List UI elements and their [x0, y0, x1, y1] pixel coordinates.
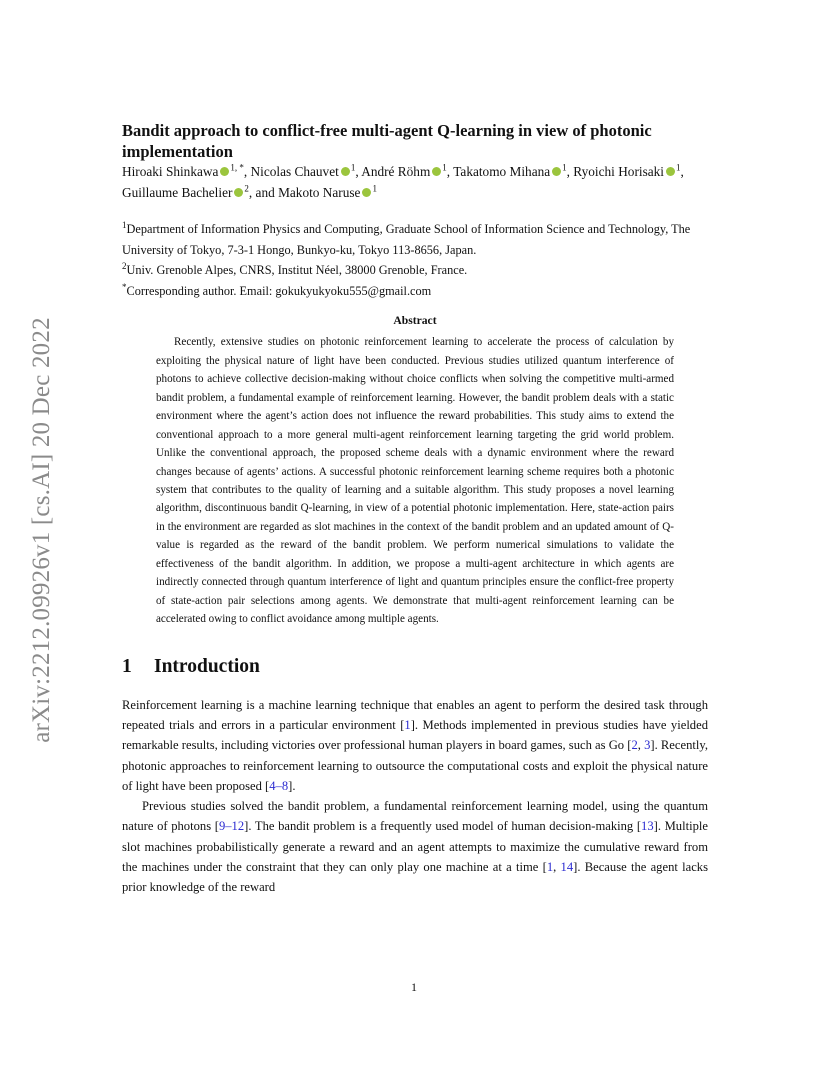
paragraph-text: ]. Methods implemented in previous studies have yielded remarkable results, including victories over professional human players in board games, such as Go [ [122, 717, 708, 753]
citation-link[interactable]: 4–8 [269, 778, 289, 793]
author-affiliation-mark: 2 [244, 183, 249, 194]
orcid-icon[interactable] [234, 188, 243, 197]
author-name: Nicolas Chauvet [250, 164, 339, 179]
orcid-icon[interactable] [552, 167, 561, 176]
orcid-icon[interactable] [362, 188, 371, 197]
abstract-text: Recently, extensive studies on photonic reinforcement learning to accelerate the process of calculation by exploiting the physical nature of light have been conducted. Previous studies utilized quantum interference of photons to achieve collective decision-making without choice conflicts when solving the competitive multi-armed bandit problem, a fundamental example of reinforcement learning. However, the bandit problem deals with a static environment where the agent’s action does not influence the reward probabilities. This study aims to extend the conventional approach to a more general multi-agent reinforcement learning targeting the grid world problem. Unlike the conventional approach, the proposed scheme deals with a dynamic environment where the reward changes because of agents’ actions. A successful photonic reinforcement learning scheme requires both a photonic system that contributes to the quality of learning and a suitable algorithm. This study proposes a novel learning algorithm, discontinuous bandit Q-learning, in view of a potential photonic implementation. Here, state-action pairs in the environment are regarded as slot machines in the context of the bandit problem and an updated amount of Q-value is regarded as the reward of the bandit problem. We perform numerical simulations to validate the effectiveness of the bandit algorithm. In addition, we propose a multi-agent architecture in which agents are indirectly connected through quantum interference of light and quantum principles ensure the conflict-free property of state-action pair selections among agents. We demonstrate that multi-agent reinforcement learning can be accelerated owing to conflict avoidance among multiple agents. [156, 336, 674, 626]
paper-title: Bandit approach to conflict-free multi-agent Q-learning in view of photonic implementation [122, 121, 652, 161]
author-name: Ryoichi Horisaki [573, 164, 664, 179]
paper-content [122, 120, 708, 898]
affiliation-item [122, 260, 708, 281]
affiliation-mark: 1 [122, 219, 127, 230]
paragraph-text: , [553, 860, 561, 874]
citation-link[interactable]: 14 [560, 860, 574, 874]
author-separator: , [566, 164, 574, 179]
affiliation-item [122, 281, 708, 302]
author-separator: , [355, 164, 362, 179]
author-separator: , [680, 164, 684, 179]
author-affiliation-mark: 1 [562, 162, 567, 173]
author-affiliation-mark: 1, * [230, 162, 244, 173]
citation-link[interactable]: 1 [546, 860, 554, 874]
paragraph-text: Reinforcement learning is a machine learning technique that enables an agent to perform the desired task through repeated trials and errors in a particular environment [ [122, 697, 708, 732]
paragraph-text: ]. The bandit problem is a frequently used model of human decision-making [ [244, 819, 642, 834]
author-name: Hiroaki Shinkawa [122, 164, 219, 179]
citation-link[interactable]: 1 [404, 717, 411, 732]
author-affiliation-mark: 1 [350, 162, 356, 173]
affiliation-list [122, 219, 708, 301]
citation-link[interactable]: 2 [631, 738, 638, 753]
author-separator: , [446, 164, 454, 179]
author-separator: , and [248, 184, 279, 200]
author-affiliation-mark: 1 [676, 162, 681, 173]
abstract-heading: Abstract [393, 314, 437, 328]
orcid-icon[interactable] [666, 167, 675, 176]
citation-link[interactable]: 9–12 [218, 819, 245, 834]
citation-link[interactable]: 3 [644, 738, 651, 753]
author-list [122, 162, 708, 203]
paragraph-text: ]. Because the agent lacks prior knowledge of the reward [122, 860, 709, 895]
orcid-icon[interactable] [341, 167, 350, 176]
section-title: Introduction [154, 655, 260, 677]
author-separator: , [243, 164, 251, 179]
author-name: André Röhm [361, 164, 431, 179]
citation-link[interactable]: 13 [641, 819, 654, 834]
affiliation-item [122, 219, 708, 260]
page-number: 1 [411, 980, 417, 994]
affiliation-mark: * [122, 281, 127, 292]
arxiv-stamp-text: arXiv:2212.09926v1 [cs.AI] 20 Dec 2022 [28, 317, 56, 743]
affiliation-text: Department of Information Physics and Computing, Graduate School of Information Science and Technology, The University of Tokyo, 7-3-1 Hongo, Bunkyo-ku, Tokyo 113-8656, Japan. [122, 222, 691, 257]
arxiv-identifier-stamp [21, 290, 63, 770]
author-affiliation-mark: 1 [372, 183, 377, 194]
affiliation-mark: 2 [122, 261, 127, 272]
author-name: Makoto Naruse [278, 184, 361, 200]
author-affiliation-mark: 1 [442, 162, 447, 173]
paragraph-text: ]. [288, 778, 296, 793]
section-body [122, 695, 708, 898]
paragraph-text: Previous studies solved the bandit problem, a fundamental reinforcement learning model, using the quantum nature of photons [ [122, 799, 708, 834]
affiliation-text: Corresponding author. Email: gokukyukyoku555@gmail.com [126, 283, 432, 298]
intro-paragraph-1 [122, 695, 708, 796]
author-name: Takatomo Mihana [453, 164, 551, 179]
paragraph-text: ]. Multiple slot machines probabilistically generate a reward and an agent attempts to maximize the cumulative reward from the machines under the constraint that they can only play one machine at a time [ [122, 819, 708, 874]
author-name: Guillaume Bachelier [122, 184, 233, 200]
paragraph-text: ]. Recently, photonic approaches to reinforcement learning to outsource the computational costs and exploit the physical nature of light have been proposed [ [122, 738, 708, 793]
intro-paragraph-2 [122, 796, 708, 897]
affiliation-text: Univ. Grenoble Alpes, CNRS, Institut Néel, 38000 Grenoble, France. [126, 263, 468, 278]
orcid-icon[interactable] [432, 167, 441, 176]
orcid-icon[interactable] [220, 167, 229, 176]
section-number: 1 [122, 655, 132, 677]
section-heading [122, 655, 708, 679]
paragraph-text: , [637, 738, 645, 753]
